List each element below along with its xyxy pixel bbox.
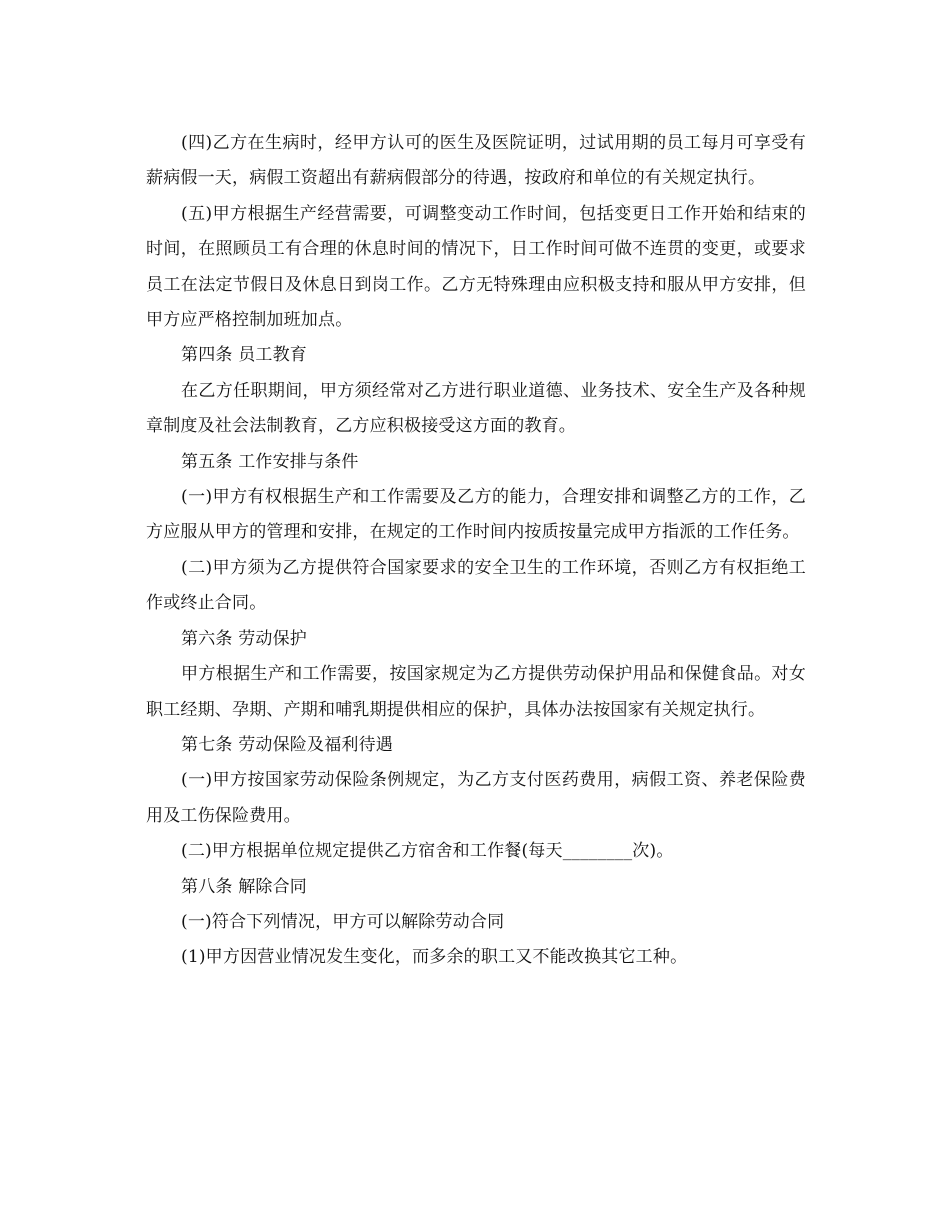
article-7-heading: 第七条 劳动保险及福利待遇 — [181, 734, 394, 755]
article-4-heading: 第四条 员工教育 — [181, 345, 308, 366]
article-8-heading: 第八条 解除合同 — [181, 876, 308, 897]
paragraph-working-hours: (五)甲方根据生产经营需要，可调整变动工作时间，包括变更日工作开始和结束的时间，在照顾员工有合理的休息时间的情况下，日工作时间可做不连贯的变更，或要求员工在法定节假日及休息日到岗工作。乙方无特殊理由应积极支持和服从甲方安排，但甲方应严格控制加班加点。 — [146, 203, 806, 331]
paragraph-termination-item-1: (1)甲方因营业情况发生变化，而多余的职工又不能改换其它工种。 — [181, 947, 688, 968]
paragraph-work-arrangement: (一)甲方有权根据生产和工作需要及乙方的能力，合理安排和调整乙方的工作，乙方应服从甲方的管理和安排，在规定的工作时间内按质按量完成甲方指派的工作任务。 — [146, 487, 806, 543]
paragraph-labor-insurance: (一)甲方按国家劳动保险条例规定，为乙方支付医药费用，病假工资、养老保险费用及工伤保险费用。 — [146, 770, 806, 826]
paragraph-employee-education: 在乙方任职期间，甲方须经常对乙方进行职业道德、业务技术、安全生产及各种规章制度及社会法制教育，乙方应积极接受这方面的教育。 — [146, 380, 806, 437]
paragraph-labor-protection: 甲方根据生产和工作需要，按国家规定为乙方提供劳动保护用品和保健食品。对女职工经期、孕期、产期和哺乳期提供相应的保护，具体办法按国家有关规定执行。 — [146, 664, 806, 720]
document-body — [146, 126, 806, 976]
article-5-heading: 第五条 工作安排与条件 — [181, 451, 359, 472]
article-6-heading: 第六条 劳动保护 — [181, 628, 308, 649]
paragraph-work-environment: (二)甲方须为乙方提供符合国家要求的安全卫生的工作环境，否则乙方有权拒绝工作或终止合同。 — [146, 557, 806, 614]
paragraph-termination-conditions: (一)符合下列情况，甲方可以解除劳动合同 — [181, 911, 505, 932]
paragraph-sick-leave: (四)乙方在生病时，经甲方认可的医生及医院证明，过试用期的员工每月可享受有薪病假一天，病假工资超出有薪病假部分的待遇，按政府和单位的有关规定执行。 — [146, 133, 806, 189]
paragraph-dormitory-meals: (二)甲方根据单位规定提供乙方宿舍和工作餐(每天________次)。 — [181, 841, 674, 862]
